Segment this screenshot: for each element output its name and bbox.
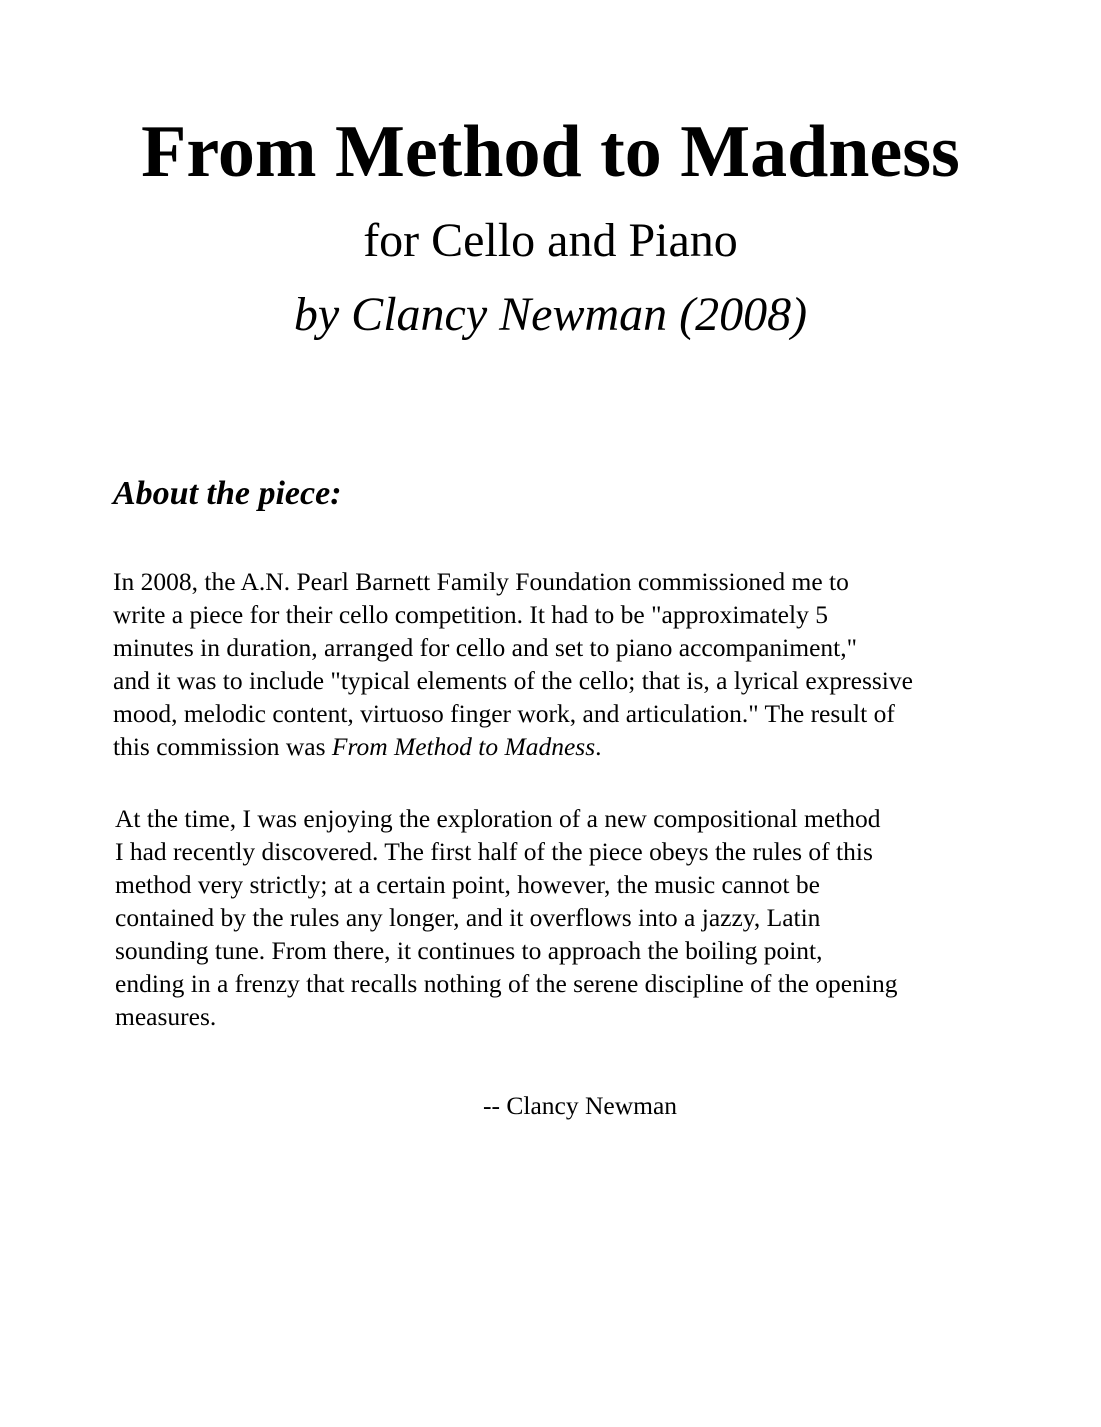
paragraph-line: I had recently discovered. The first half of the piece obeys the rules of this bbox=[115, 837, 873, 866]
paragraph-line: In 2008, the A.N. Pearl Barnett Family Foundation commissioned me to bbox=[113, 567, 849, 596]
paragraph-line: mood, melodic content, virtuoso finger work, and articulation." The result of bbox=[113, 699, 895, 728]
paragraph-line: At the time, I was enjoying the exploration of a new compositional method bbox=[115, 804, 881, 833]
paragraph-line: contained by the rules any longer, and it overflows into a jazzy, Latin bbox=[115, 903, 821, 932]
paragraph-line: write a piece for their cello competition. It had to be "approximately 5 bbox=[113, 600, 828, 629]
paragraph-line: minutes in duration, arranged for cello and set to piano accompaniment," bbox=[113, 633, 858, 662]
page-title: From Method to Madness bbox=[141, 111, 960, 193]
composer-byline: by Clancy Newman (2008) bbox=[293, 288, 808, 341]
paragraph-line: ending in a frenzy that recalls nothing of the serene discipline of the opening bbox=[115, 969, 898, 998]
section-heading-about: About the piece: bbox=[113, 475, 342, 512]
paragraph-text: . bbox=[595, 732, 602, 761]
author-signature: -- Clancy Newman bbox=[483, 1091, 678, 1120]
page-subtitle: for Cello and Piano bbox=[363, 214, 738, 267]
paragraph-line: method very strictly; at a certain point, however, the music cannot be bbox=[115, 870, 820, 899]
paragraph-text: this commission was bbox=[113, 732, 332, 761]
paragraph-line: sounding tune. From there, it continues to approach the boiling point, bbox=[115, 936, 823, 965]
work-title-italic: From Method to Madness bbox=[331, 732, 596, 761]
paragraph-line: measures. bbox=[115, 1002, 217, 1031]
paragraph-last-line bbox=[113, 730, 1043, 763]
paragraph-line: and it was to include "typical elements of the cello; that is, a lyrical expressive bbox=[113, 666, 913, 695]
about-paragraph-2 bbox=[115, 802, 1045, 1033]
about-paragraph-1 bbox=[113, 565, 1043, 763]
